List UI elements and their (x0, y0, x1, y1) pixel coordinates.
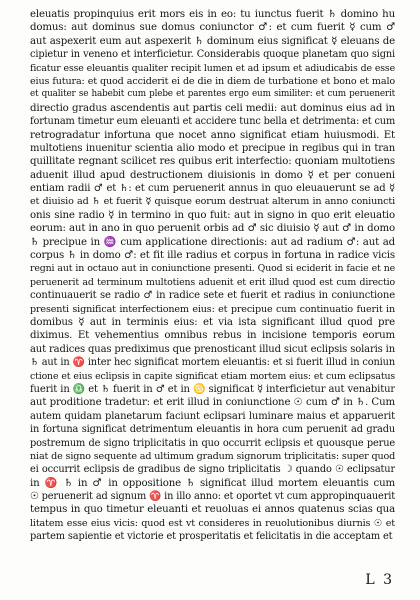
signature-mark: L 3 (365, 572, 394, 588)
text-line: multotiens inuenitur scientia alio modo et precipue in regibus qui in tran (30, 142, 395, 154)
text-line: retrogradatur infortuna que nocet anno significat etiam huiusmodi. Et (30, 129, 395, 141)
text-line: eius futura: et quod acciderit ei de die in diem de turbatione et bono et malo (30, 75, 395, 87)
text-line: ei occurrit eclipsis de gradibus de signo triplicitatis ☽ quando ☉ eclipsatur (30, 464, 395, 476)
text-line: litatem esse eius vicis: quod est vt consideres in reuolutionibus diurnis ☉ et (30, 517, 395, 529)
text-line: in fortuna significat detrimentum eleuantis in hora cum peruenit ad gradu (30, 424, 395, 436)
text-line: ♄ aut in ♈ inter hec significat mortem eleuantis: et si fuerit illud in coniun (30, 357, 395, 369)
text-line: domus: aut dominus sue domus coniunctor ♂: et cum fuerit ☿ cum ♂ (30, 22, 395, 34)
text-line: domibus ☿ aut in terminis eius: et via ista significant illud quod pre (30, 316, 395, 328)
text-line: tempus in quo timetur eleuanti et reuoluas ei annos quatenus scias qua (30, 504, 395, 516)
text-line: aut aspexerit eum aut aspexerit ♄ dominum eius significat ☿ eleuans de (30, 35, 395, 47)
text-line: diximus. Et vehementius omnibus rebus in incisione temporis eorum (30, 330, 395, 342)
text-line: presenti significat interfectionem eius: et precipue cum continuatio fuerit in (30, 303, 395, 315)
text-line: onis sine radio ☿ in termino in quo fuit: aut in signo in quo erit eleuatio (30, 209, 395, 221)
body-text (30, 8, 395, 544)
text-line: et diuisio ad ♄ et fuerit ☿ quisque eorum destruat alterum in anno coniuncti (30, 196, 395, 208)
text-line: ♄ precipue in ♒ cum applicatione directionis: aut ad radium ♂: aut ad (30, 236, 395, 248)
text-line: ctione et eius eclipsis in capite significat etiam mortem eius: et cum eclipsatus (30, 370, 395, 382)
text-line: corpus ♄ in domo ♂: et fit ille radius et corpus in fortuna in radice vicis (30, 250, 395, 262)
text-line: continuauerit se radio ♂ in radice sete et fuerit et radius in coniunctione (30, 290, 395, 302)
text-line: fortunam timetur eum eleuanti et accidere tunc bella et detrimenta: et cum (30, 116, 395, 128)
text-line: partem sapientie et victorie et prosperitatis et felicitatis in die acceptam et (30, 531, 393, 543)
text-line: postremum de signo triplicitatis in quo occurrit eclipsis et quousque perue (30, 437, 395, 449)
text-line: fuerit in ♎ et ♄ fuerit in ♂ et in ♋ significat ☿ interficietur aut venabitur (30, 383, 395, 395)
text-line: aut proditione tradetur: et erit illud in coniunctione ☉ cum ♂ in ♄. Cum (30, 397, 395, 409)
text-line: niat de signo sequente ad ultimum gradum signorum triplicitatis: super quod (30, 450, 395, 462)
text-line: ficatur esse eleuantis qualiter recipit lumen et ad ipsum et adiudicabis de esse (30, 62, 395, 74)
text-line: entiam radii ♂ et ♄: et cum peruenerit annus in quo eleuauerunt se ad ☿ (30, 183, 395, 195)
text-line: cipietur in veneno et interficietur. Considerabis quoque planetam quo signi (30, 49, 395, 61)
text-line: aut radices quas prediximus que prenosticant illud sicut eclipsis solaris in (30, 343, 395, 355)
text-line: et qualiter se habebit cum plebe et parentes ergo eum similiter: et cum peruenerit (30, 89, 395, 100)
text-line: regni aut in octauo aut in coniunctione presenti. Quod si eciderit in facie et ne (30, 263, 395, 275)
text-line: ☉ peruenerit ad signum ♈ in illo anno: et oportet vt cum appropinquauerit (30, 491, 395, 503)
text-line: directio gradus ascendentis aut partis celi medii: aut dominus eius ad in (30, 102, 395, 114)
text-line: aduenit illud apud destructionem diuisionis in domo ☿ et per conueni (30, 169, 395, 181)
text-line: eleuatis propinquius erit mors eis in eo: tu iunctus fuerit ♄ domino hu (30, 9, 395, 20)
text-line: quillitate regnant scilicet res quibus erit interfectio: quoniam multotiens (30, 156, 395, 168)
text-line: peruenerit ad terminum multotiens aduenit et erit illud quod est cum directio (30, 276, 395, 288)
text-line: eorum: aut in ano in quo peruenit orbis ad ♂ sic diuisio ☿ aut ♂ in domo (30, 223, 395, 235)
text-line: in ♈ ♄ in ♂ in oppositione ♄ significat illud mortem eleuantis cum (30, 477, 395, 489)
text-line: autem quidam planetarum faciunt eclipsari luminare maius et apparuerit (30, 410, 395, 422)
